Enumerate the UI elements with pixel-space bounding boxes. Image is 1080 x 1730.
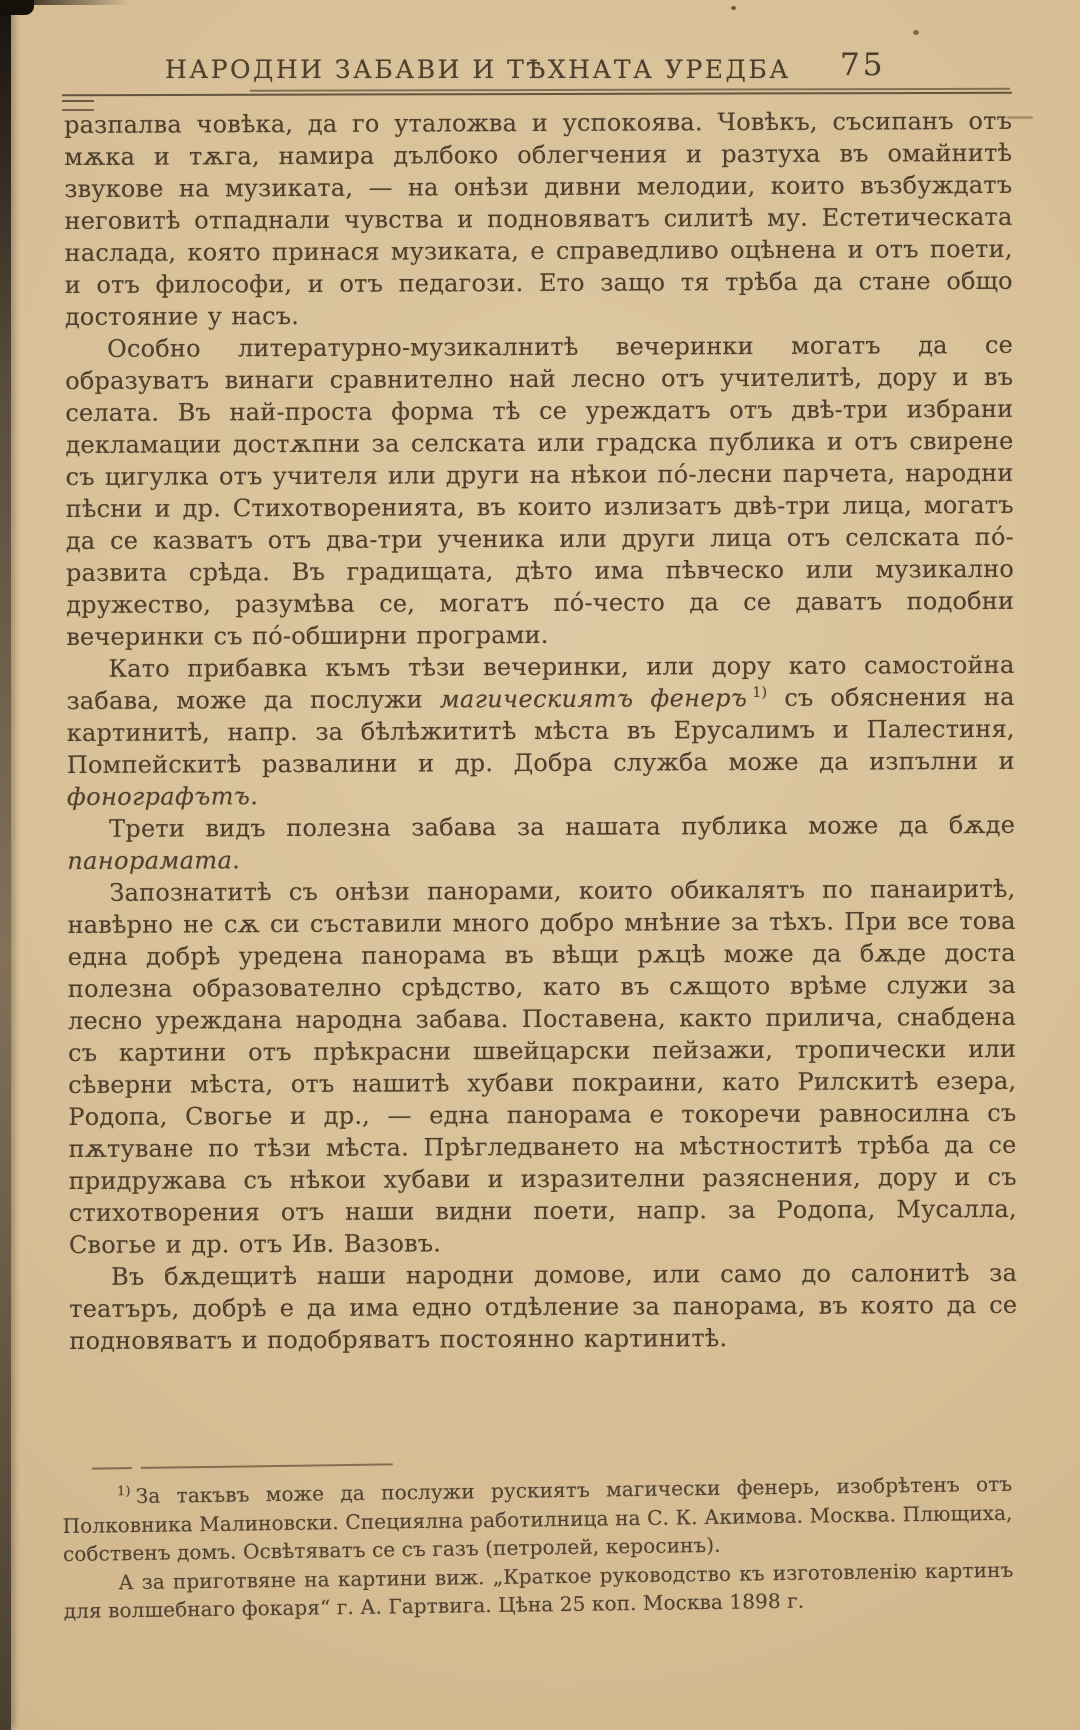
italic-term-magic-lantern: магическиятъ фенеръ <box>439 684 748 714</box>
paragraph-text: разпалва човѣка, да го уталожва и успокоява. Човѣкъ, съсипанъ отъ мѫка и тѫга, намира дълбоко облегчения и разтуха въ омайнитѣ звукове на музиката, — на онѣзи дивни мелодии, които възбуждатъ неговитѣ отпаднали чувства и подновяватъ силитѣ му. Естетическата наслада, която принася музиката, е справедливо оцѣнена и отъ поети, и отъ философи, и отъ педагози. Ето защо тя трѣба да стане общо достояние у насъ. <box>64 106 1013 331</box>
page-body <box>64 105 1017 1357</box>
paragraph-text: Запознатитѣ съ онѣзи панорами, които обикалятъ по панаиритѣ, навѣрно не сѫ си съставили много добро мнѣние за тѣхъ. При все това една добрѣ уредена панорама въ вѣщи рѫцѣ може да бѫде доста полезна образователно срѣдство, като въ сѫщото врѣме служи за лесно уреждана народна забава. Поставена, както прилича, снабдена съ картини отъ прѣкрасни швейцарски пейзажи, тропически или сѣверни мѣста, отъ нашитѣ хубави покраини, като Рилскитѣ езера, Родопа, Свогье и др., — една панорама е токоречи равносилна съ пѫтуване по тѣзи мѣста. Прѣгледването на мѣстноститѣ трѣба да се придружава съ нѣкои хубави и изразителни разяснения, дору и съ стихотворения отъ наши видни поети, напр. за Родопа, Мусалла, Свогье и др. отъ Ив. Вазовъ. <box>67 874 1017 1259</box>
paragraph-text: Трети видъ полезна забава за нашата публика може да бѫде <box>109 810 1016 843</box>
footnote-1-marker: 1) <box>117 1484 131 1500</box>
scan-edge-left <box>0 0 11 1730</box>
running-title: НАРОДНИ ЗАБАВИ И ТѢХНАТА УРЕДБА <box>165 55 791 84</box>
scan-speck <box>731 6 736 10</box>
paragraph-text: Като прибавка къмъ тѣзи вечеринки, или дору като самостойна забава, може да послужи <box>66 650 1015 715</box>
footnote-text: А за приготвяне на картини виж. „Краткое руководство къ изготовленію картинъ для волшебнаго фокаря“ г. А. Гартвига. Цѣна 25 коп. Москва 1898 г. <box>63 1557 1014 1624</box>
footnote-1 <box>62 1470 1013 1569</box>
header-double-rule <box>62 88 1012 97</box>
paragraph-2 <box>65 329 1014 653</box>
paragraph-5 <box>67 873 1017 1261</box>
footnote-separator-segment <box>141 1463 393 1469</box>
page-number: 75 <box>840 47 886 83</box>
paragraph-text: Особно литературно-музикалнитѣ вечеринки могатъ да се образуватъ винаги сравнително най лесно отъ учителитѣ, дору и въ селата. Въ най-проста форма тѣ се уреждатъ отъ двѣ-три избрани декламации достѫпни за селската или градска публика и отъ свирене съ цигулка отъ учителя или други на нѣкои по́-лесни парчета, народни пѣсни и др. Стихотворенията, въ които излизатъ двѣ-три лица, могатъ да се казватъ отъ два-три ученика или други лица отъ селската по́-развита срѣда. Въ градищата, дѣто има пѣвческо или музикално дружество, разумѣва се, могатъ по́-често да се даватъ подобни вечеринки съ по́-обширни програми. <box>65 330 1015 651</box>
paragraph-text: съ обяснения на картинитѣ, напр. за бѣлѣжититѣ мѣста въ Ерусалимъ и Палестиня, Помпейскитѣ развалини и др. Добра служба може да изпълни и <box>66 682 1015 779</box>
italic-term-panorama: панорамата. <box>67 846 241 875</box>
footnotes-section <box>62 1455 1014 1626</box>
scan-speck <box>913 30 919 35</box>
footnote-ref-1: 1) <box>752 684 768 702</box>
paragraph-4 <box>67 809 1015 877</box>
paragraph-1 <box>64 105 1013 333</box>
footnote-text: За такъвъ може да послужи рускиятъ магически фенерь, изобрѣтенъ отъ Полковника Малиновски. Специялна работилница на С. К. Акимова. Москва. Плющиха, собственъ домъ. Освѣтяватъ се съ газъ (петролей, керосинъ). <box>62 1471 1013 1567</box>
paragraph-text: Въ бѫдещитѣ наши народни домове, или само до салонитѣ за театъръ, добрѣ е да има едно отдѣление за панорама, въ която да се подновяватъ и подобряватъ постоянно картинитѣ. <box>69 1258 1018 1355</box>
footnote-separator <box>92 1455 1012 1470</box>
paragraph-3 <box>66 649 1015 813</box>
italic-term-phonograph: фонографътъ. <box>66 782 259 811</box>
header-rule-thick <box>62 92 1012 96</box>
scan-edge-top <box>0 0 130 5</box>
footnote-separator-segment <box>92 1467 132 1470</box>
paragraph-6 <box>69 1257 1017 1357</box>
